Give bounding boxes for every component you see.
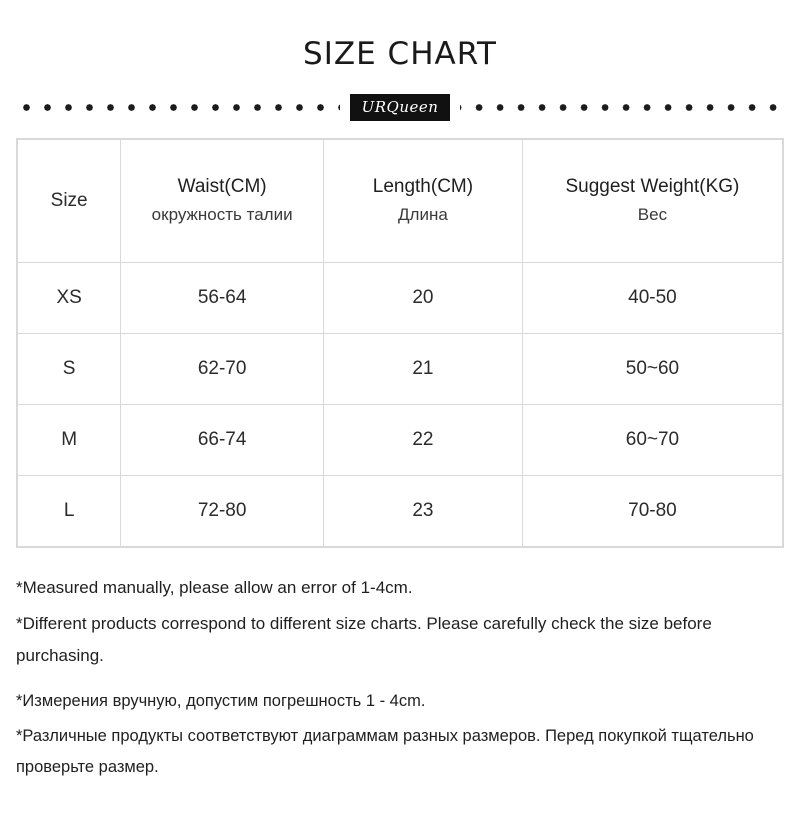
cell-waist: 72-80 [121,476,324,547]
table-row [18,476,783,547]
cell-length: 22 [323,405,522,476]
cell-size: M [18,405,121,476]
cell-length: 21 [323,334,522,405]
column-header-weight-label-ru: Вес [637,205,668,224]
notes-spacer [16,676,784,686]
column-header-length-label-ru: Длина [398,205,448,224]
page-title: SIZE CHART [303,36,497,72]
column-header-waist-label-en: Waist(CM) [177,176,267,197]
note-en-1: *Measured manually, please allow an error of 1-4cm. [16,578,413,597]
size-chart-page [0,36,800,836]
column-header-size [18,140,121,263]
cell-size: S [18,334,121,405]
note-ru-1: *Измерения вручную, допустим погрешность 1 - 4cm. [16,692,426,710]
cell-weight: 50~60 [522,334,782,405]
cell-length: 23 [323,476,522,547]
column-header-length-label-en: Length(CM) [372,176,474,197]
cell-size: XS [18,263,121,334]
cell-waist: 56-64 [121,263,324,334]
column-header-weight-label-en: Suggest Weight(KG) [565,176,740,197]
size-chart-table-container [16,138,784,548]
cell-weight: 60~70 [522,405,782,476]
table-header-row [18,140,783,263]
dotted-line-right [460,104,784,111]
table-row [18,405,783,476]
size-chart-table [17,139,783,547]
table-row [18,334,783,405]
note-en-2: *Different products correspond to different size charts. Please carefully check the size before purchasing. [16,614,712,665]
dotted-line-left [16,104,340,111]
cell-length: 20 [323,263,522,334]
cell-waist: 62-70 [121,334,324,405]
brand-divider [0,94,800,120]
column-header-length [323,140,522,263]
cell-weight: 70-80 [522,476,782,547]
column-header-weight [522,140,782,263]
column-header-waist-label-ru: окружность талии [151,205,293,224]
table-row [18,263,783,334]
column-header-size-label: Size [50,190,88,211]
brand-logo: URQueen [350,94,451,121]
column-header-waist [121,140,324,263]
cell-size: L [18,476,121,547]
note-ru-2: *Различные продукты соответствуют диаграммам разных размеров. Перед покупкой тщательно проверьте размер. [16,727,754,776]
cell-weight: 40-50 [522,263,782,334]
notes-section [16,572,784,783]
cell-waist: 66-74 [121,405,324,476]
